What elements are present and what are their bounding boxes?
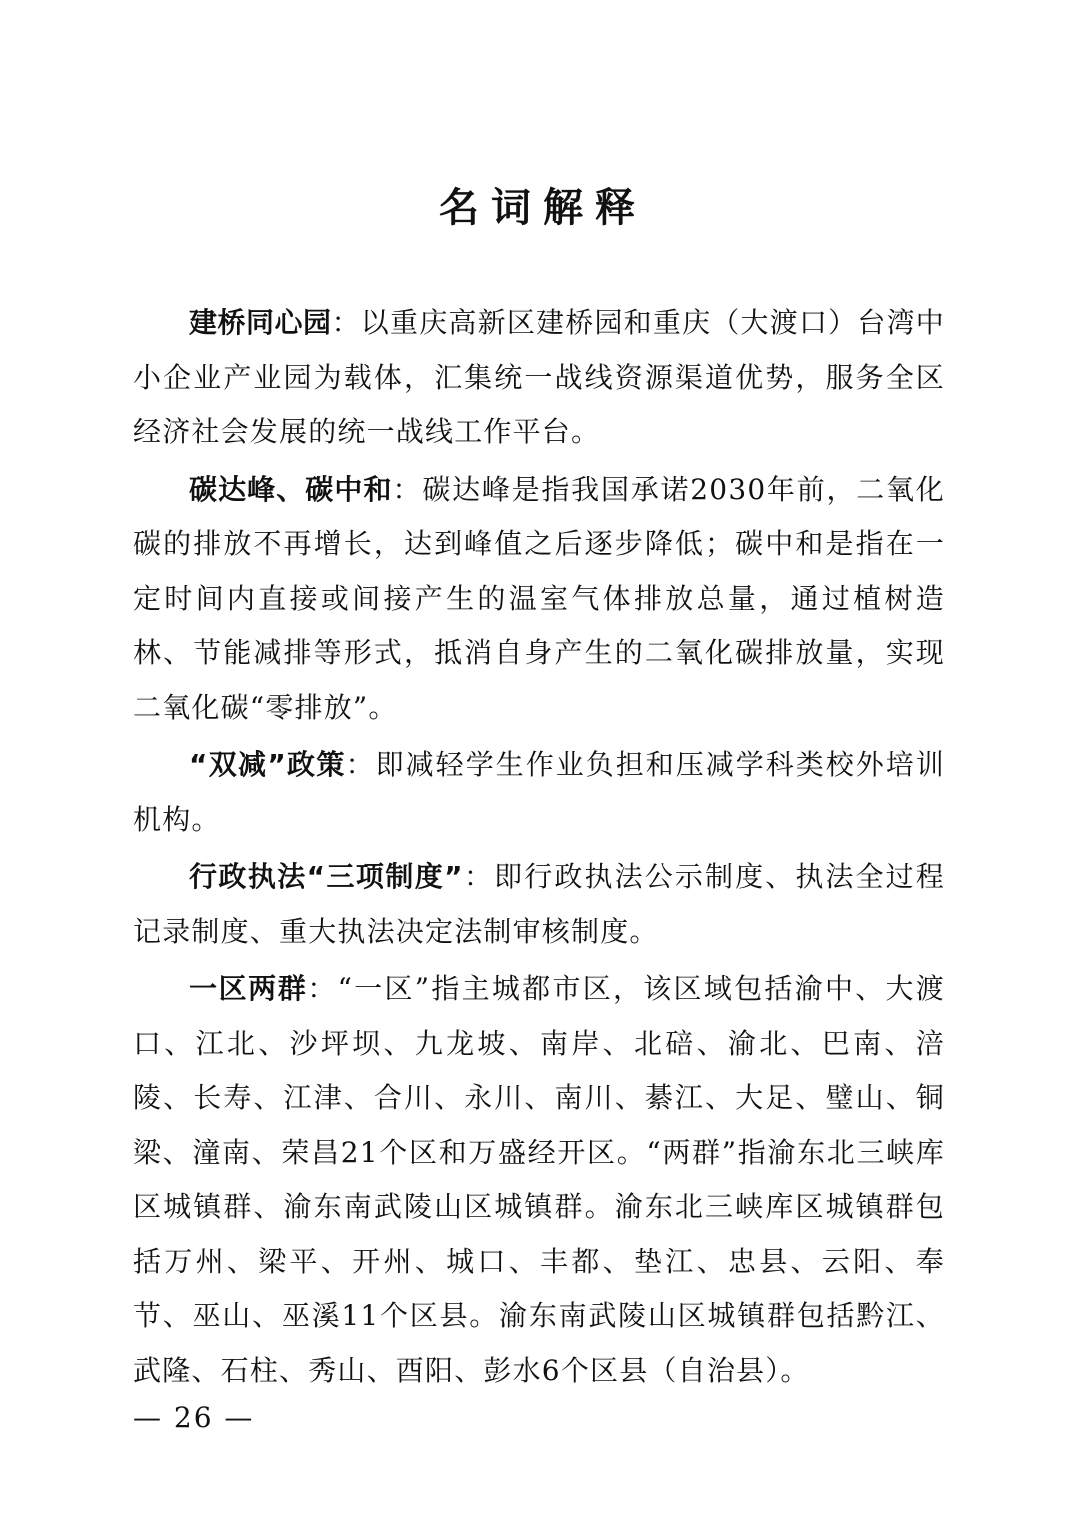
glossary-term: “双减”政策 <box>189 748 346 781</box>
glossary-term: 一区两群 <box>189 972 308 1005</box>
page-number: — 26 — <box>133 1401 255 1434</box>
glossary-definition: 即行政执法公示制度、执法全过程记录制度、重大执法决定法制审核制度。 <box>133 860 945 948</box>
glossary-body <box>133 296 945 1401</box>
glossary-term: 建桥同心园 <box>189 306 332 339</box>
glossary-definition: 即减轻学生作业负担和压减学科类校外培训机构。 <box>133 748 945 836</box>
term-separator: ： <box>307 972 338 1005</box>
glossary-entry <box>133 463 945 736</box>
term-separator: ： <box>392 472 423 506</box>
glossary-entry <box>133 296 945 460</box>
glossary-entry <box>133 738 945 847</box>
term-separator: ： <box>345 748 376 781</box>
glossary-entry <box>133 850 945 959</box>
glossary-term: 碳达峰、碳中和 <box>189 472 393 506</box>
glossary-definition: 碳达峰是指我国承诺2030年前，二氧化碳的排放不再增长，达到峰值之后逐步降低；碳中和是指在一定时间内直接或间接产生的温室气体排放总量，通过植树造林、节能减排等形式，抵消自身产生的二氧化碳排放量，实现二氧化碳“零排放”。 <box>133 472 945 724</box>
glossary-entry <box>133 962 945 1398</box>
term-separator: ： <box>331 306 361 339</box>
glossary-definition: “一区”指主城都市区，该区域包括渝中、大渡口、江北、沙坪坝、九龙坡、南岸、北碚、渝北、巴南、涪陵、长寿、江津、合川、永川、南川、綦江、大足、璧山、铜梁、潼南、荣昌21个区和万盛经开区。“两群”指渝东北三峡库区城镇群、渝东南武陵山区城镇群。渝东北三峡库区城镇群包括万州、梁平、开州、城口、丰都、垫江、忠县、云阳、奉节、巫山、巫溪11个区县。渝东南武陵山区城镇群包括黔江、武隆、石柱、秀山、酉阳、彭水6个区县（自治县）。 <box>133 972 945 1387</box>
glossary-definition: 以重庆高新区建桥园和重庆（大渡口）台湾中小企业产业园为载体，汇集统一战线资源渠道优势，服务全区经济社会发展的统一战线工作平台。 <box>133 306 945 448</box>
glossary-term: 行政执法“三项制度” <box>189 860 464 893</box>
page-title: 名词解释 <box>439 185 647 231</box>
term-separator: ： <box>463 860 495 893</box>
